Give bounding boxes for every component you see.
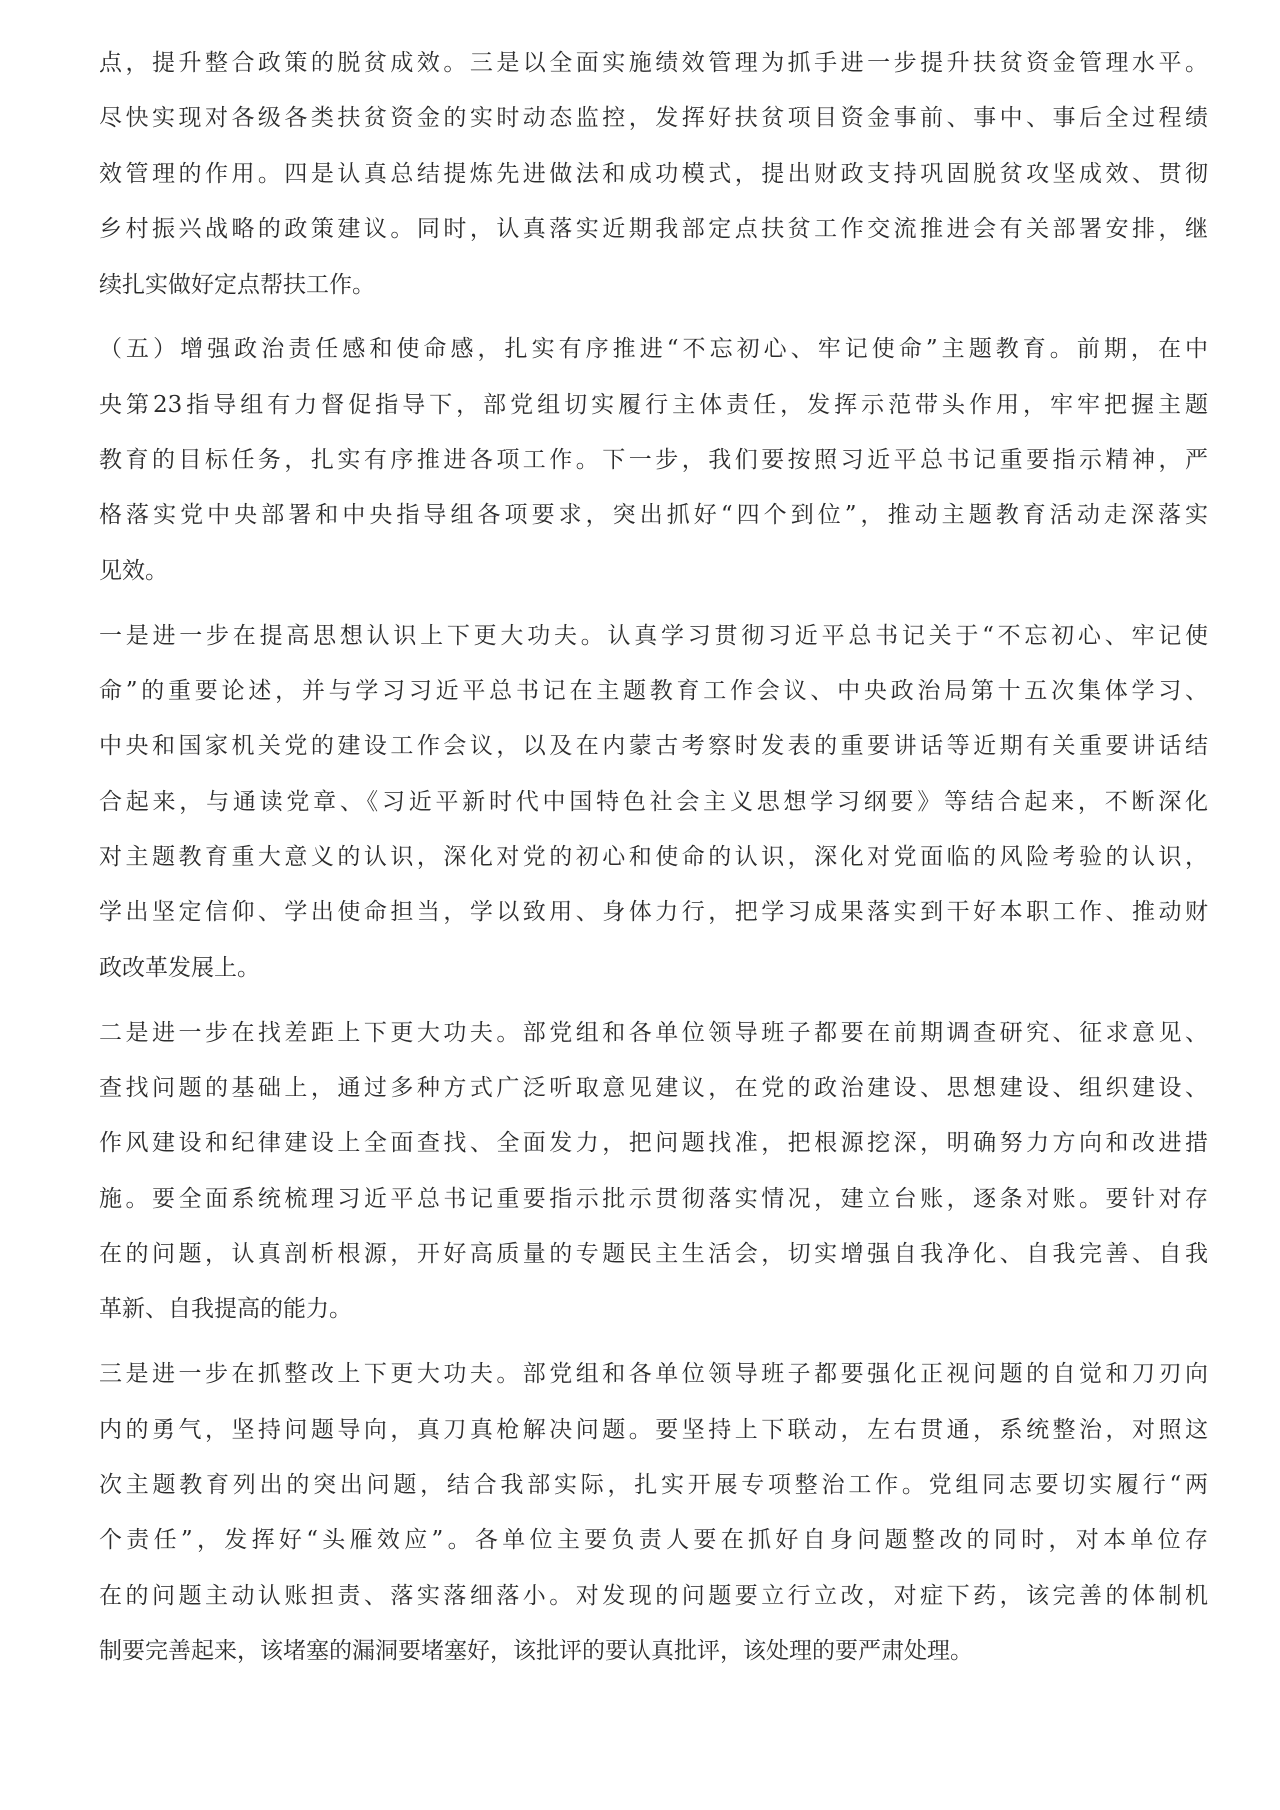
text-line: 三是进一步在抓整改上下更大功夫。部党组和各单位领导班子都要强化正视问题的自觉和刀刃向: [99, 1361, 1208, 1388]
text-line: 个责任”，发挥好“头雁效应”。各单位主要负责人要在抓好自身问题整改的同时，对本单位存: [99, 1527, 1208, 1554]
text-line: 格落实党中央部署和中央指导组各项要求，突出抓好“四个到位”，推动主题教育活动走深落实: [99, 502, 1208, 529]
text-line: 尽快实现对各级各类扶贫资金的实时动态监控，发挥好扶贫项目资金事前、事中、事后全过程绩: [99, 105, 1208, 132]
document-page: [99, 36, 1208, 1689]
text-line: 在的问题，认真剖析根源，开好高质量的专题民主生活会，切实增强自我净化、自我完善、自我: [99, 1241, 1208, 1268]
text-line: 合起来，与通读党章、《习近平新时代中国特色社会主义思想学习纲要》等结合起来，不断深化: [99, 788, 1208, 815]
text-line: 作风建设和纪律建设上全面查找、全面发力，把问题找准，把根源挖深，明确努力方向和改进措: [99, 1130, 1208, 1157]
paragraph: [99, 36, 1208, 313]
paragraph: [99, 609, 1208, 997]
text-line: 政改革发展上。: [99, 954, 260, 981]
text-line: 革新、自我提高的能力。: [99, 1296, 352, 1323]
text-line: 制要完善起来，该堵塞的漏洞要堵塞好，该批评的要认真批评，该处理的要严肃处理。: [99, 1638, 973, 1665]
text-line: 查找问题的基础上，通过多种方式广泛听取意见建议，在党的政治建设、思想建设、组织建设、: [99, 1074, 1208, 1101]
text-line: 中央和国家机关党的建设工作会议，以及在内蒙古考察时发表的重要讲话等近期有关重要讲话结: [99, 733, 1208, 760]
paragraph: [99, 322, 1208, 599]
text-line: 施。要全面系统梳理习近平总书记重要指示批示贯彻落实情况，建立台账，逐条对账。要针对存: [99, 1185, 1208, 1212]
text-line: 学出坚定信仰、学出使命担当，学以致用、身体力行，把学习成果落实到干好本职工作、推动财: [99, 899, 1208, 926]
paragraph: [99, 1347, 1208, 1679]
text-line: 对主题教育重大意义的认识，深化对党的初心和使命的认识，深化对党面临的风险考验的认识，: [99, 844, 1208, 871]
text-line: （五）增强政治责任感和使命感，扎实有序推进“不忘初心、牢记使命”主题教育。前期，在中: [99, 336, 1208, 363]
text-line: 央第23指导组有力督促指导下，部党组切实履行主体责任，发挥示范带头作用，牢牢把握主题: [99, 391, 1208, 418]
paragraph: [99, 1006, 1208, 1338]
text-line: 次主题教育列出的突出问题，结合我部实际，扎实开展专项整治工作。党组同志要切实履行“两: [99, 1471, 1208, 1498]
text-line: 续扎实做好定点帮扶工作。: [99, 271, 375, 298]
text-line: 命”的重要论述，并与学习习近平总书记在主题教育工作会议、中央政治局第十五次集体学习、: [99, 677, 1208, 704]
text-line: 效管理的作用。四是认真总结提炼先进做法和成功模式，提出财政支持巩固脱贫攻坚成效、贯彻: [99, 160, 1208, 187]
text-line: 教育的目标任务，扎实有序推进各项工作。下一步，我们要按照习近平总书记重要指示精神，严: [99, 447, 1208, 474]
text-line: 点，提升整合政策的脱贫成效。三是以全面实施绩效管理为抓手进一步提升扶贫资金管理水平。: [99, 50, 1208, 76]
text-line: 乡村振兴战略的政策建议。同时，认真落实近期我部定点扶贫工作交流推进会有关部署安排，继: [99, 216, 1208, 243]
text-line: 二是进一步在找差距上下更大功夫。部党组和各单位领导班子都要在前期调查研究、征求意见、: [99, 1019, 1208, 1046]
text-line: 见效。: [99, 557, 168, 584]
text-line: 在的问题主动认账担责、落实落细落小。对发现的问题要立行立改，对症下药，该完善的体制机: [99, 1582, 1208, 1609]
text-line: 内的勇气，坚持问题导向，真刀真枪解决问题。要坚持上下联动，左右贯通，系统整治，对照这: [99, 1416, 1208, 1443]
text-line: 一是进一步在提高思想认识上下更大功夫。认真学习贯彻习近平总书记关于“不忘初心、牢记使: [99, 622, 1208, 649]
